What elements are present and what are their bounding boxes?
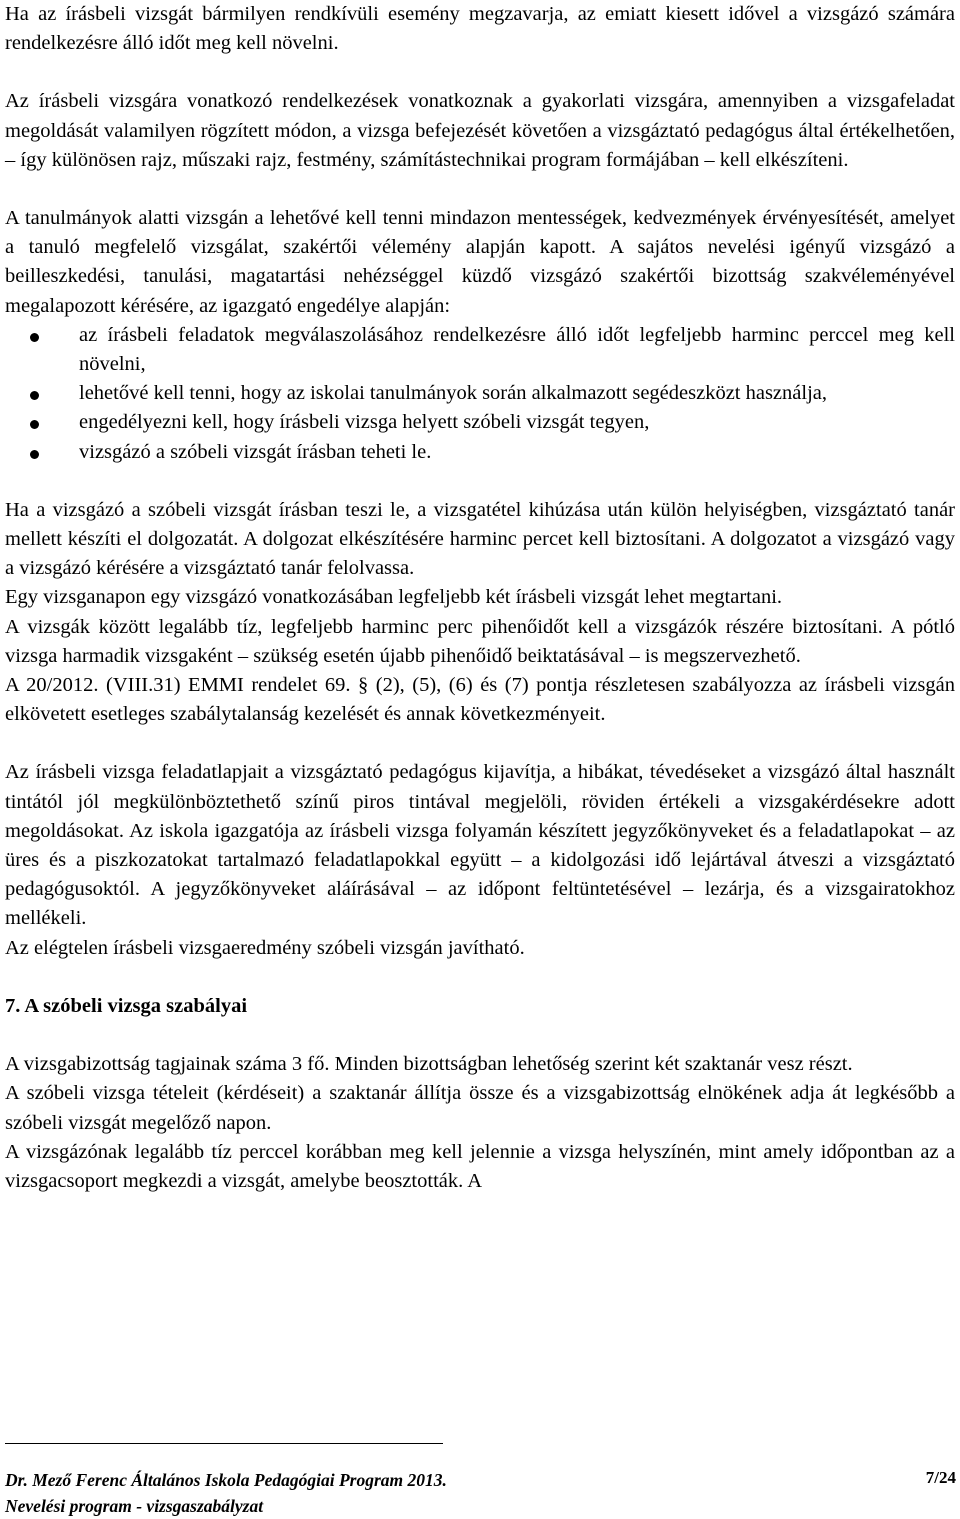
list-item: az írásbeli feladatok megválaszolásához rendelkezésre álló időt legfeljebb harminc perccel meg kell növelni, [5,321,955,379]
footer-school-name: Dr. Mező Ferenc Általános Iskola Pedagógiai Program 2013. [5,1470,447,1490]
list-item: engedélyezni kell, hogy írásbeli vizsga helyett szóbeli vizsgát tegyen, [5,408,955,437]
footer-divider [5,1443,443,1444]
paragraph-exam-disruption: Ha az írásbeli vizsgát bármilyen rendkívüli esemény megzavarja, az emiatt kiesett idővel a vizsgázó számára rendelkezésre álló időt meg kell növelni. [5,3,955,55]
paragraph-regulation: A 20/2012. (VIII.31) EMMI rendelet 69. § (2), (5), (6) és (7) pontja részletesen szabályozza az írásbeli vizsgán elkövetett esetleges szabálytalanság kezelését és annak következményeit. [5,674,955,726]
paragraph-arrival: A vizsgázónak legalább tíz perccel korábban meg kell jelennie a vizsga helyszínén, mint amely időpontban az a vizsgacsoport megkezdi a vizsgát, amelybe beosztották. A [5,1140,955,1192]
bullet-icon [30,391,39,400]
page-number: 7/24 [925,1468,956,1487]
section-heading: 7. A szóbeli vizsga szabályai [5,994,248,1017]
paragraph-exemptions: A tanulmányok alatti vizsgán a lehetővé kell tenni mindazon mentességek, kedvezmények érvényesítését, amelyet a tanuló megfelelő vizsgálat, szakértői vélemény alapján kapott. A sajátos nevelési igényű vizsgázó a beilleszkedési, tanulási, magatartási nehézséggel küzdő vizsgázó szakértői bizottság szakvéleményével megalapozott kérésére, az igazgató engedélye alapján: [5,207,955,317]
list-item: vizsgázó a szóbeli vizsgát írásban teheti le. [5,438,955,467]
list-item: lehetővé kell tenni, hogy az iskolai tanulmányok során alkalmazott segédeszközt használja, [5,379,955,408]
paragraph-practical-exam: Az írásbeli vizsgára vonatkozó rendelkezések vonatkoznak a gyakorlati vizsgára, amennyiben a vizsgafeladat megoldását valamilyen rögzített módon, a vizsga befejezését követően a vizsgáztató pedagógus által értékelhetően, – így különösen rajz, műszaki rajz, festmény, számítástechnikai program formájában – kell elkészíteni. [5,90,955,171]
paragraph-topics: A szóbeli vizsga tételeit (kérdéseit) a szaktanár állítja össze és a vizsgabizottság elnökének adja át legkésőbb a szóbeli vizsgát megelőző napon. [5,1082,955,1134]
footer [5,1467,447,1519]
bullet-icon [30,420,39,429]
footer-document-title: Nevelési program - vizsgaszabályzat [5,1496,264,1516]
paragraph-oral-in-writing: Ha a vizsgázó a szóbeli vizsgát írásban teszi le, a vizsgatétel kihúzása után külön helyiségben, vizsgáztató tanár mellett készíti el dolgozatát. A dolgozat elkészítésére harminc percet kell biztosítani. A dolgozatot a vizsgázó vagy a vizsgázó kérésére a vizsgáztató tanár felolvassa. [5,498,955,580]
paragraph-max-exams: Egy vizsganapon egy vizsgázó vonatkozásában legfeljebb két írásbeli vizsgát lehet megtartani. [5,586,783,609]
paragraph-rest-time: A vizsgák között legalább tíz, legfeljebb harminc perc pihenőidőt kell a vizsgázók részére biztosítani. A pótló vizsga harmadik vizsgaként – szükség esetén újabb pihenőidő beiktatásával – is megszervezhető. [5,615,955,667]
paragraph-correction: Az írásbeli vizsga feladatlapjait a vizsgáztató pedagógus kijavítja, a hibákat, tévedéseket a vizsgázó által használt tintától jól megkülönböztethető színű piros tintával megjelöli, röviden értékeli a vizsgakérdésekre adott megoldásokat. Az iskola igazgatója az írásbeli vizsga folyamán készített jegyzőkönyveket és a feladatlapokat – az üres és a piszkozatokat tartalmazó feladatlapokkal együtt – a kidolgozási idő lejártával átveszi a vizsgáztató pedagógusoktól. A jegyzőkönyveket aláírásával – az időpont feltüntetésével – lezárja, és a vizsgairatokhoz mellékeli. [5,761,955,930]
accommodation-list [5,321,955,467]
paragraph-committee: A vizsgabizottság tagjainak száma 3 fő. Minden bizottságban lehetőség szerint két szaktanár vesz részt. [5,1053,853,1076]
bullet-icon [30,333,39,342]
bullet-icon [30,450,39,459]
document-page [5,0,955,1196]
paragraph-failed-result: Az elégtelen írásbeli vizsgaeredmény szóbeli vizsgán javítható. [5,936,525,959]
